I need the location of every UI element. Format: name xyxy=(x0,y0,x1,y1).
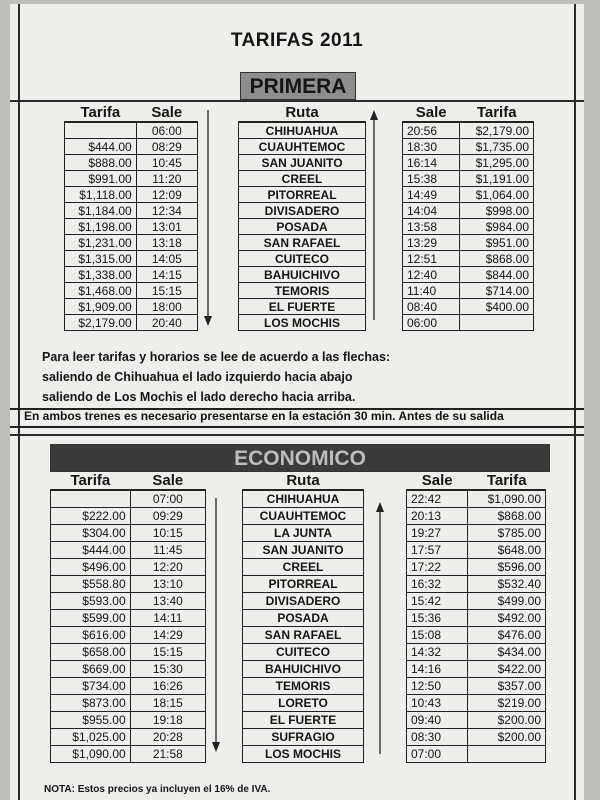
tariff-sheet xyxy=(10,4,584,800)
table-row xyxy=(51,559,206,576)
table-row xyxy=(403,267,534,283)
fare-cell: $1,338.00 xyxy=(65,267,137,283)
departure-cell: 15:30 xyxy=(130,661,205,678)
station-cell: DIVISADERO xyxy=(243,593,364,610)
right-border xyxy=(574,4,576,800)
table-row xyxy=(65,251,198,267)
return-fare-cell: $499.00 xyxy=(468,593,546,610)
table-row xyxy=(51,712,206,729)
economico-outbound-table xyxy=(50,472,206,763)
fare-cell: $222.00 xyxy=(51,508,131,525)
fare-cell: $599.00 xyxy=(51,610,131,627)
instruction-line-1: Para leer tarifas y horarios se lee de acuerdo a las flechas: xyxy=(42,350,391,364)
table-row xyxy=(243,644,364,661)
return-departure-cell: 22:42 xyxy=(407,490,468,508)
station-cell: CREEL xyxy=(243,559,364,576)
fare-cell xyxy=(51,490,131,508)
table-row xyxy=(403,187,534,203)
return-fare-cell: $400.00 xyxy=(460,299,534,315)
departure-cell: 13:40 xyxy=(130,593,205,610)
table-row xyxy=(403,299,534,315)
departure-cell: 19:18 xyxy=(130,712,205,729)
station-cell: LORETO xyxy=(243,695,364,712)
fare-cell: $444.00 xyxy=(65,139,137,155)
return-fare-cell: $714.00 xyxy=(460,283,534,299)
departure-cell: 06:00 xyxy=(136,122,197,139)
table-row xyxy=(239,315,366,331)
fare-cell: $2,179.00 xyxy=(65,315,137,331)
return-fare-cell: $1,064.00 xyxy=(460,187,534,203)
table-row xyxy=(51,644,206,661)
return-departure-cell: 13:29 xyxy=(403,235,460,251)
fare-cell: $658.00 xyxy=(51,644,131,661)
table-row xyxy=(65,139,198,155)
return-departure-cell: 15:38 xyxy=(403,171,460,187)
section-divider xyxy=(10,434,584,436)
return-fare-cell: $532.40 xyxy=(468,576,546,593)
fare-cell: $1,468.00 xyxy=(65,283,137,299)
departure-cell: 14:29 xyxy=(130,627,205,644)
fare-cell: $1,025.00 xyxy=(51,729,131,746)
economico-sale-return-header: Sale xyxy=(407,472,468,490)
table-row xyxy=(65,283,198,299)
table-row xyxy=(403,122,534,139)
table-row xyxy=(407,729,546,746)
table-row xyxy=(403,235,534,251)
primera-route-table xyxy=(238,104,366,331)
table-row xyxy=(239,299,366,315)
economico-banner: ECONOMICO xyxy=(50,444,550,472)
departure-cell: 18:00 xyxy=(136,299,197,315)
return-departure-cell: 12:40 xyxy=(403,267,460,283)
return-departure-cell: 10:43 xyxy=(407,695,468,712)
fare-cell: $304.00 xyxy=(51,525,131,542)
return-departure-cell: 06:00 xyxy=(403,315,460,331)
return-fare-cell: $648.00 xyxy=(468,542,546,559)
table-row xyxy=(243,729,364,746)
departure-cell: 21:58 xyxy=(130,746,205,763)
table-row xyxy=(407,542,546,559)
return-fare-cell xyxy=(468,746,546,763)
station-cell: LOS MOCHIS xyxy=(239,315,366,331)
return-departure-cell: 09:40 xyxy=(407,712,468,729)
table-row xyxy=(239,203,366,219)
primera-tarifa-header: Tarifa xyxy=(65,104,137,122)
table-row xyxy=(65,315,198,331)
table-row xyxy=(51,627,206,644)
table-row xyxy=(51,661,206,678)
fare-cell: $593.00 xyxy=(51,593,131,610)
down-arrow-icon xyxy=(202,108,214,328)
return-fare-cell: $434.00 xyxy=(468,644,546,661)
table-row xyxy=(243,712,364,729)
departure-cell: 20:28 xyxy=(130,729,205,746)
station-cell: CHIHUAHUA xyxy=(239,122,366,139)
table-row xyxy=(239,235,366,251)
return-fare-cell: $596.00 xyxy=(468,559,546,576)
return-departure-cell: 14:16 xyxy=(407,661,468,678)
return-departure-cell: 14:04 xyxy=(403,203,460,219)
primera-tarifa-return-header: Tarifa xyxy=(460,104,534,122)
table-row xyxy=(243,695,364,712)
table-row xyxy=(65,171,198,187)
table-row xyxy=(403,315,534,331)
station-cell: LOS MOCHIS xyxy=(243,746,364,763)
station-cell: TEMORIS xyxy=(239,283,366,299)
table-row xyxy=(51,576,206,593)
departure-cell: 10:15 xyxy=(130,525,205,542)
station-cell: BAHUICHIVO xyxy=(243,661,364,678)
table-row xyxy=(403,219,534,235)
table-row xyxy=(239,155,366,171)
departure-cell: 12:34 xyxy=(136,203,197,219)
table-row xyxy=(51,593,206,610)
table-row xyxy=(407,490,546,508)
table-row xyxy=(65,299,198,315)
economico-up-arrow-icon xyxy=(374,502,386,756)
departure-cell: 14:15 xyxy=(136,267,197,283)
left-border xyxy=(18,4,20,800)
table-row xyxy=(243,593,364,610)
table-row xyxy=(51,610,206,627)
fare-cell: $991.00 xyxy=(65,171,137,187)
table-row xyxy=(51,729,206,746)
departure-cell: 16:26 xyxy=(130,678,205,695)
station-cell: PITORREAL xyxy=(239,187,366,203)
fare-cell: $616.00 xyxy=(51,627,131,644)
station-cell: SUFRAGIO xyxy=(243,729,364,746)
station-cell: CHIHUAHUA xyxy=(243,490,364,508)
table-row xyxy=(239,187,366,203)
table-row xyxy=(51,525,206,542)
return-fare-cell: $868.00 xyxy=(468,508,546,525)
primera-sale-header: Sale xyxy=(136,104,197,122)
table-row xyxy=(403,155,534,171)
return-departure-cell: 11:40 xyxy=(403,283,460,299)
table-row xyxy=(65,219,198,235)
station-cell: CUITECO xyxy=(239,251,366,267)
primera-return-table xyxy=(402,104,534,331)
return-departure-cell: 13:58 xyxy=(403,219,460,235)
departure-cell: 14:11 xyxy=(130,610,205,627)
station-cell: SAN RAFAEL xyxy=(243,627,364,644)
economico-tarifa-return-header: Tarifa xyxy=(468,472,546,490)
table-row xyxy=(51,542,206,559)
table-row xyxy=(243,610,364,627)
departure-cell: 15:15 xyxy=(136,283,197,299)
fare-cell: $1,184.00 xyxy=(65,203,137,219)
table-row xyxy=(65,235,198,251)
table-row xyxy=(407,644,546,661)
table-row xyxy=(243,490,364,508)
return-fare-cell: $844.00 xyxy=(460,267,534,283)
departure-cell: 11:45 xyxy=(130,542,205,559)
page-title: TARIFAS 2011 xyxy=(230,30,364,51)
table-row xyxy=(407,593,546,610)
return-fare-cell: $1,191.00 xyxy=(460,171,534,187)
return-fare-cell: $1,295.00 xyxy=(460,155,534,171)
table-row xyxy=(407,661,546,678)
departure-cell: 13:10 xyxy=(130,576,205,593)
economico-sale-header: Sale xyxy=(130,472,205,490)
table-row xyxy=(403,171,534,187)
return-departure-cell: 14:49 xyxy=(403,187,460,203)
return-departure-cell: 16:32 xyxy=(407,576,468,593)
table-row xyxy=(403,283,534,299)
primera-top-rule xyxy=(10,100,584,102)
table-row xyxy=(239,139,366,155)
economico-tarifa-header: Tarifa xyxy=(51,472,131,490)
table-row xyxy=(239,171,366,187)
return-departure-cell: 15:36 xyxy=(407,610,468,627)
return-departure-cell: 20:13 xyxy=(407,508,468,525)
fare-cell: $1,315.00 xyxy=(65,251,137,267)
station-cell: EL FUERTE xyxy=(243,712,364,729)
departure-cell: 10:45 xyxy=(136,155,197,171)
fare-cell: $1,198.00 xyxy=(65,219,137,235)
up-arrow-icon xyxy=(368,110,380,322)
return-departure-cell: 12:50 xyxy=(407,678,468,695)
fare-cell: $1,090.00 xyxy=(51,746,131,763)
primera-outbound-table xyxy=(64,104,198,331)
departure-cell: 11:20 xyxy=(136,171,197,187)
station-cell: PITORREAL xyxy=(243,576,364,593)
departure-cell: 18:15 xyxy=(130,695,205,712)
return-departure-cell: 14:32 xyxy=(407,644,468,661)
table-row xyxy=(65,203,198,219)
return-fare-cell: $422.00 xyxy=(468,661,546,678)
return-fare-cell: $2,179.00 xyxy=(460,122,534,139)
primera-ruta-header: Ruta xyxy=(239,104,366,122)
table-row xyxy=(51,678,206,695)
instruction-line-3: saliendo de Los Mochis el lado derecho hacia arriba. xyxy=(42,390,356,404)
table-row xyxy=(407,627,546,644)
table-row xyxy=(239,267,366,283)
return-departure-cell: 08:30 xyxy=(407,729,468,746)
return-fare-cell: $219.00 xyxy=(468,695,546,712)
table-row xyxy=(243,661,364,678)
fare-cell: $669.00 xyxy=(51,661,131,678)
return-departure-cell: 19:27 xyxy=(407,525,468,542)
iva-footnote: NOTA: Estos precios ya incluyen el 16% de IVA. xyxy=(44,784,271,795)
return-departure-cell: 16:14 xyxy=(403,155,460,171)
return-fare-cell: $200.00 xyxy=(468,729,546,746)
return-departure-cell: 07:00 xyxy=(407,746,468,763)
return-fare-cell xyxy=(460,315,534,331)
table-row xyxy=(239,219,366,235)
table-row xyxy=(243,678,364,695)
return-departure-cell: 17:57 xyxy=(407,542,468,559)
departure-cell: 20:40 xyxy=(136,315,197,331)
station-cell: SAN JUANITO xyxy=(239,155,366,171)
station-cell: TEMORIS xyxy=(243,678,364,695)
table-row xyxy=(243,627,364,644)
primera-banner: PRIMERA xyxy=(240,72,356,100)
station-cell: DIVISADERO xyxy=(239,203,366,219)
table-row xyxy=(243,576,364,593)
departure-cell: 07:00 xyxy=(130,490,205,508)
return-departure-cell: 20:56 xyxy=(403,122,460,139)
departure-cell: 14:05 xyxy=(136,251,197,267)
primera-sale-return-header: Sale xyxy=(403,104,460,122)
table-row xyxy=(407,712,546,729)
departure-cell: 08:29 xyxy=(136,139,197,155)
table-row xyxy=(407,746,546,763)
table-row xyxy=(65,187,198,203)
return-fare-cell: $951.00 xyxy=(460,235,534,251)
return-fare-cell: $1,735.00 xyxy=(460,139,534,155)
table-row xyxy=(243,746,364,763)
station-cell: CUAUHTEMOC xyxy=(243,508,364,525)
instruction-line-2: saliendo de Chihuahua el lado izquierdo hacia abajo xyxy=(42,370,353,384)
return-departure-cell: 18:30 xyxy=(403,139,460,155)
station-cell: BAHUICHIVO xyxy=(239,267,366,283)
fare-cell: $1,231.00 xyxy=(65,235,137,251)
station-cell: POSADA xyxy=(239,219,366,235)
station-cell: SAN RAFAEL xyxy=(239,235,366,251)
return-departure-cell: 08:40 xyxy=(403,299,460,315)
economico-down-arrow-icon xyxy=(210,496,222,754)
notice-text: En ambos trenes es necesario presentarse en la estación 30 min. Antes de su salida xyxy=(24,409,504,423)
return-fare-cell: $868.00 xyxy=(460,251,534,267)
return-fare-cell: $984.00 xyxy=(460,219,534,235)
departure-cell: 13:01 xyxy=(136,219,197,235)
station-cell: CUITECO xyxy=(243,644,364,661)
table-row xyxy=(407,678,546,695)
table-row xyxy=(243,525,364,542)
return-departure-cell: 15:08 xyxy=(407,627,468,644)
economico-route-table xyxy=(242,472,364,763)
station-cell: EL FUERTE xyxy=(239,299,366,315)
departure-cell: 15:15 xyxy=(130,644,205,661)
return-departure-cell: 12:51 xyxy=(403,251,460,267)
return-fare-cell: $357.00 xyxy=(468,678,546,695)
return-departure-cell: 15:42 xyxy=(407,593,468,610)
table-row xyxy=(51,508,206,525)
table-row xyxy=(239,122,366,139)
departure-cell: 12:09 xyxy=(136,187,197,203)
fare-cell: $444.00 xyxy=(51,542,131,559)
station-cell: POSADA xyxy=(243,610,364,627)
table-row xyxy=(407,576,546,593)
fare-cell: $955.00 xyxy=(51,712,131,729)
table-row xyxy=(403,203,534,219)
table-row xyxy=(65,122,198,139)
table-row xyxy=(65,267,198,283)
station-cell: CREEL xyxy=(239,171,366,187)
table-row xyxy=(407,508,546,525)
fare-cell: $1,909.00 xyxy=(65,299,137,315)
table-row xyxy=(65,155,198,171)
table-row xyxy=(243,559,364,576)
return-fare-cell: $476.00 xyxy=(468,627,546,644)
table-row xyxy=(51,695,206,712)
economico-ruta-header: Ruta xyxy=(243,472,364,490)
station-cell: LA JUNTA xyxy=(243,525,364,542)
return-fare-cell: $998.00 xyxy=(460,203,534,219)
table-row xyxy=(243,542,364,559)
table-row xyxy=(403,251,534,267)
return-departure-cell: 17:22 xyxy=(407,559,468,576)
station-cell: SAN JUANITO xyxy=(243,542,364,559)
return-fare-cell: $492.00 xyxy=(468,610,546,627)
fare-cell: $496.00 xyxy=(51,559,131,576)
fare-cell: $734.00 xyxy=(51,678,131,695)
return-fare-cell: $785.00 xyxy=(468,525,546,542)
table-row xyxy=(51,746,206,763)
departure-cell: 09:29 xyxy=(130,508,205,525)
table-row xyxy=(407,695,546,712)
departure-cell: 12:20 xyxy=(130,559,205,576)
fare-cell: $888.00 xyxy=(65,155,137,171)
station-cell: CUAUHTEMOC xyxy=(239,139,366,155)
fare-cell: $873.00 xyxy=(51,695,131,712)
table-row xyxy=(239,283,366,299)
return-fare-cell: $200.00 xyxy=(468,712,546,729)
economico-return-table xyxy=(406,472,546,763)
table-row xyxy=(239,251,366,267)
table-row xyxy=(403,139,534,155)
return-fare-cell: $1,090.00 xyxy=(468,490,546,508)
table-row xyxy=(407,525,546,542)
table-row xyxy=(51,490,206,508)
fare-cell xyxy=(65,122,137,139)
table-row xyxy=(407,610,546,627)
departure-cell: 13:18 xyxy=(136,235,197,251)
table-row xyxy=(407,559,546,576)
table-row xyxy=(243,508,364,525)
fare-cell: $1,118.00 xyxy=(65,187,137,203)
fare-cell: $558.80 xyxy=(51,576,131,593)
